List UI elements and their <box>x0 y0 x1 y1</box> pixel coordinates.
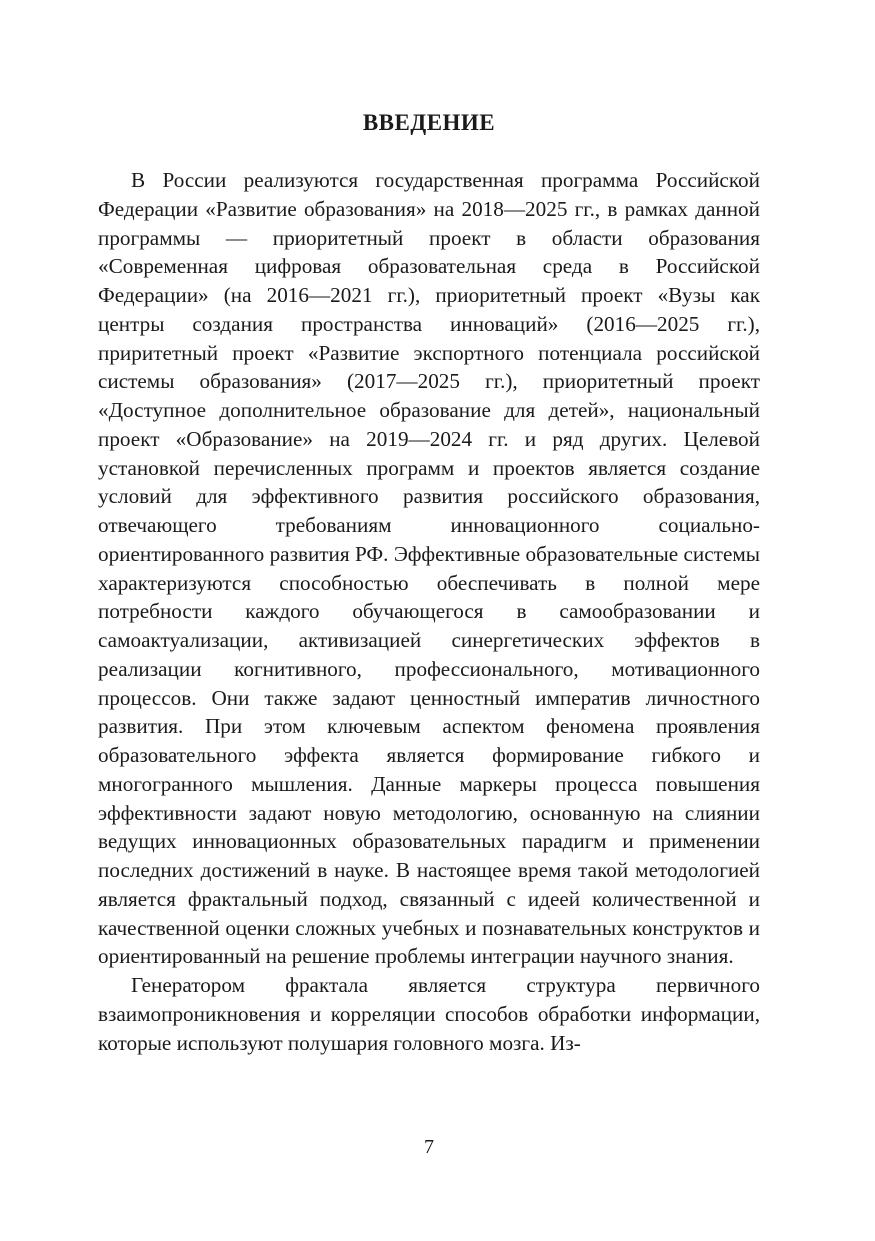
body-text <box>98 166 760 1057</box>
page-title: ВВЕДЕНИЕ <box>362 110 496 135</box>
paragraph-1: В России реализуются государственная программа Российской Федерации «Развитие образования» на 2018—2025 гг., в рамках данной программы — приоритетный проект в области образования «Современная цифровая образовательная среда в Российской Федерации» (на 2016—2021 гг.), приоритетный проект «Вузы как центры создания пространства инноваций» (2016—2025 гг.), приритетный проект «Развитие экспортного потенциала российской системы образования» (2017—2025 гг.), приоритетный проект «Доступное дополнительное образование для детей», национальный проект «Образование» на 2019—2024 гг. и ряд других. Целевой установкой перечисленных программ и проектов является создание условий для эффективного развития российского образования, отвечающего требованиям инновационного социально-ориентированного развития РФ. Эффективные образовательные системы характеризуются способностью обеспечивать в полной мере потребности каждого обучающегося в самообразовании и самоактуализации, активизацией синергетических эффектов в реализации когнитивного, профессионального, мотивационного процессов. Они также задают ценностный императив личностного развития. При этом ключевым аспектом феномена проявления образовательного эффекта является формирование гибкого и многогранного мышления. Данные маркеры процесса повышения эффективности задают новую методологию, основанную на слиянии ведущих инновационных образовательных парадигм и применении последних достижений в науке. В настоящее время такой методологией является фрактальный подход, связанный с идеей количественной и качественной оценки сложных учебных и познавательных конструктов и ориентированный на решение проблемы интеграции научного знания. <box>98 168 760 969</box>
paragraph-2: Генератором фрактала является структура первичного взаимопроникновения и корреляции способов обработки информации, которые используют полушария головного мозга. Из- <box>98 973 760 1055</box>
page-number: 7 <box>424 1136 434 1158</box>
